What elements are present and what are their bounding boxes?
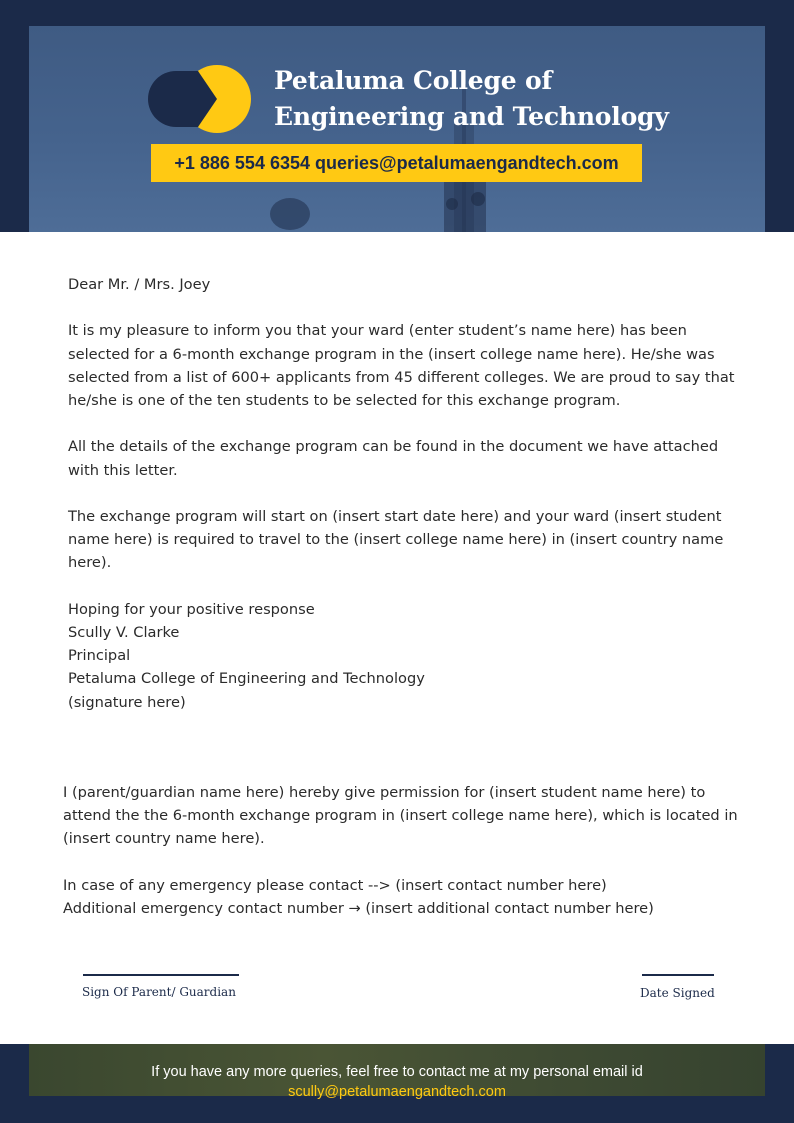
contact-email: queries@petalumaengandtech.com — [315, 152, 619, 173]
letter-paragraph-3: The exchange program will start on (insert start date here) and your ward (insert student name here) is required to travel to the (insert college name here) in (insert country name here). — [68, 507, 724, 572]
date-signed-label: Date Signed — [640, 986, 715, 1000]
college-name-line2: Engineering and Technology — [274, 102, 669, 131]
parent-signature-label: Sign Of Parent/ Guardian — [82, 985, 236, 999]
college-name-line1: Petaluma College of — [274, 66, 552, 95]
permission-section — [63, 781, 738, 920]
phone-number: +1 886 554 6354 — [174, 152, 310, 173]
signer-title: Principal — [68, 647, 131, 665]
footer-email-link[interactable]: scully@petalumaengandtech.com — [288, 1084, 506, 1100]
date-signed-line — [642, 974, 714, 976]
permission-statement: I (parent/guardian name here) hereby give permission for (insert student name here) to attend the the 6-month exchange program in (insert college name here), which is located in (insert country name here). — [63, 784, 738, 848]
college-logo — [148, 64, 252, 134]
signer-organization: Petaluma College of Engineering and Technology — [68, 670, 425, 688]
additional-emergency-contact-line: Additional emergency contact number → (insert additional contact number here) — [63, 900, 654, 917]
contact-bar — [151, 144, 642, 182]
letter-paragraph-2: All the details of the exchange program can be found in the document we have attached with this letter. — [68, 438, 719, 479]
emergency-contact-line: In case of any emergency please contact --> (insert contact number here) — [63, 876, 607, 894]
footer-message: If you have any more queries, feel free to contact me at my personal email id — [151, 1064, 643, 1080]
salutation: Dear Mr. / Mrs. Joey — [68, 276, 211, 293]
signature-block — [68, 598, 738, 714]
letter-body — [68, 273, 738, 714]
signer-name: Scully V. Clarke — [68, 623, 180, 641]
letter-paragraph-1: It is my pleasure to inform you that your ward (enter student’s name here) has been selected for a 6-month exchange program in the (insert college name here). He/she was selected from a list of 600+ applicants from 45 different colleges. We are proud to say that he/she is one of the ten students to be selected for this exchange program. — [68, 322, 735, 409]
signature-placeholder: (signature here) — [68, 693, 186, 711]
tree-silhouette-graphic — [265, 194, 315, 232]
college-name — [274, 63, 674, 135]
parent-signature-line — [83, 974, 239, 976]
closing-line: Hoping for your positive response — [68, 600, 315, 618]
